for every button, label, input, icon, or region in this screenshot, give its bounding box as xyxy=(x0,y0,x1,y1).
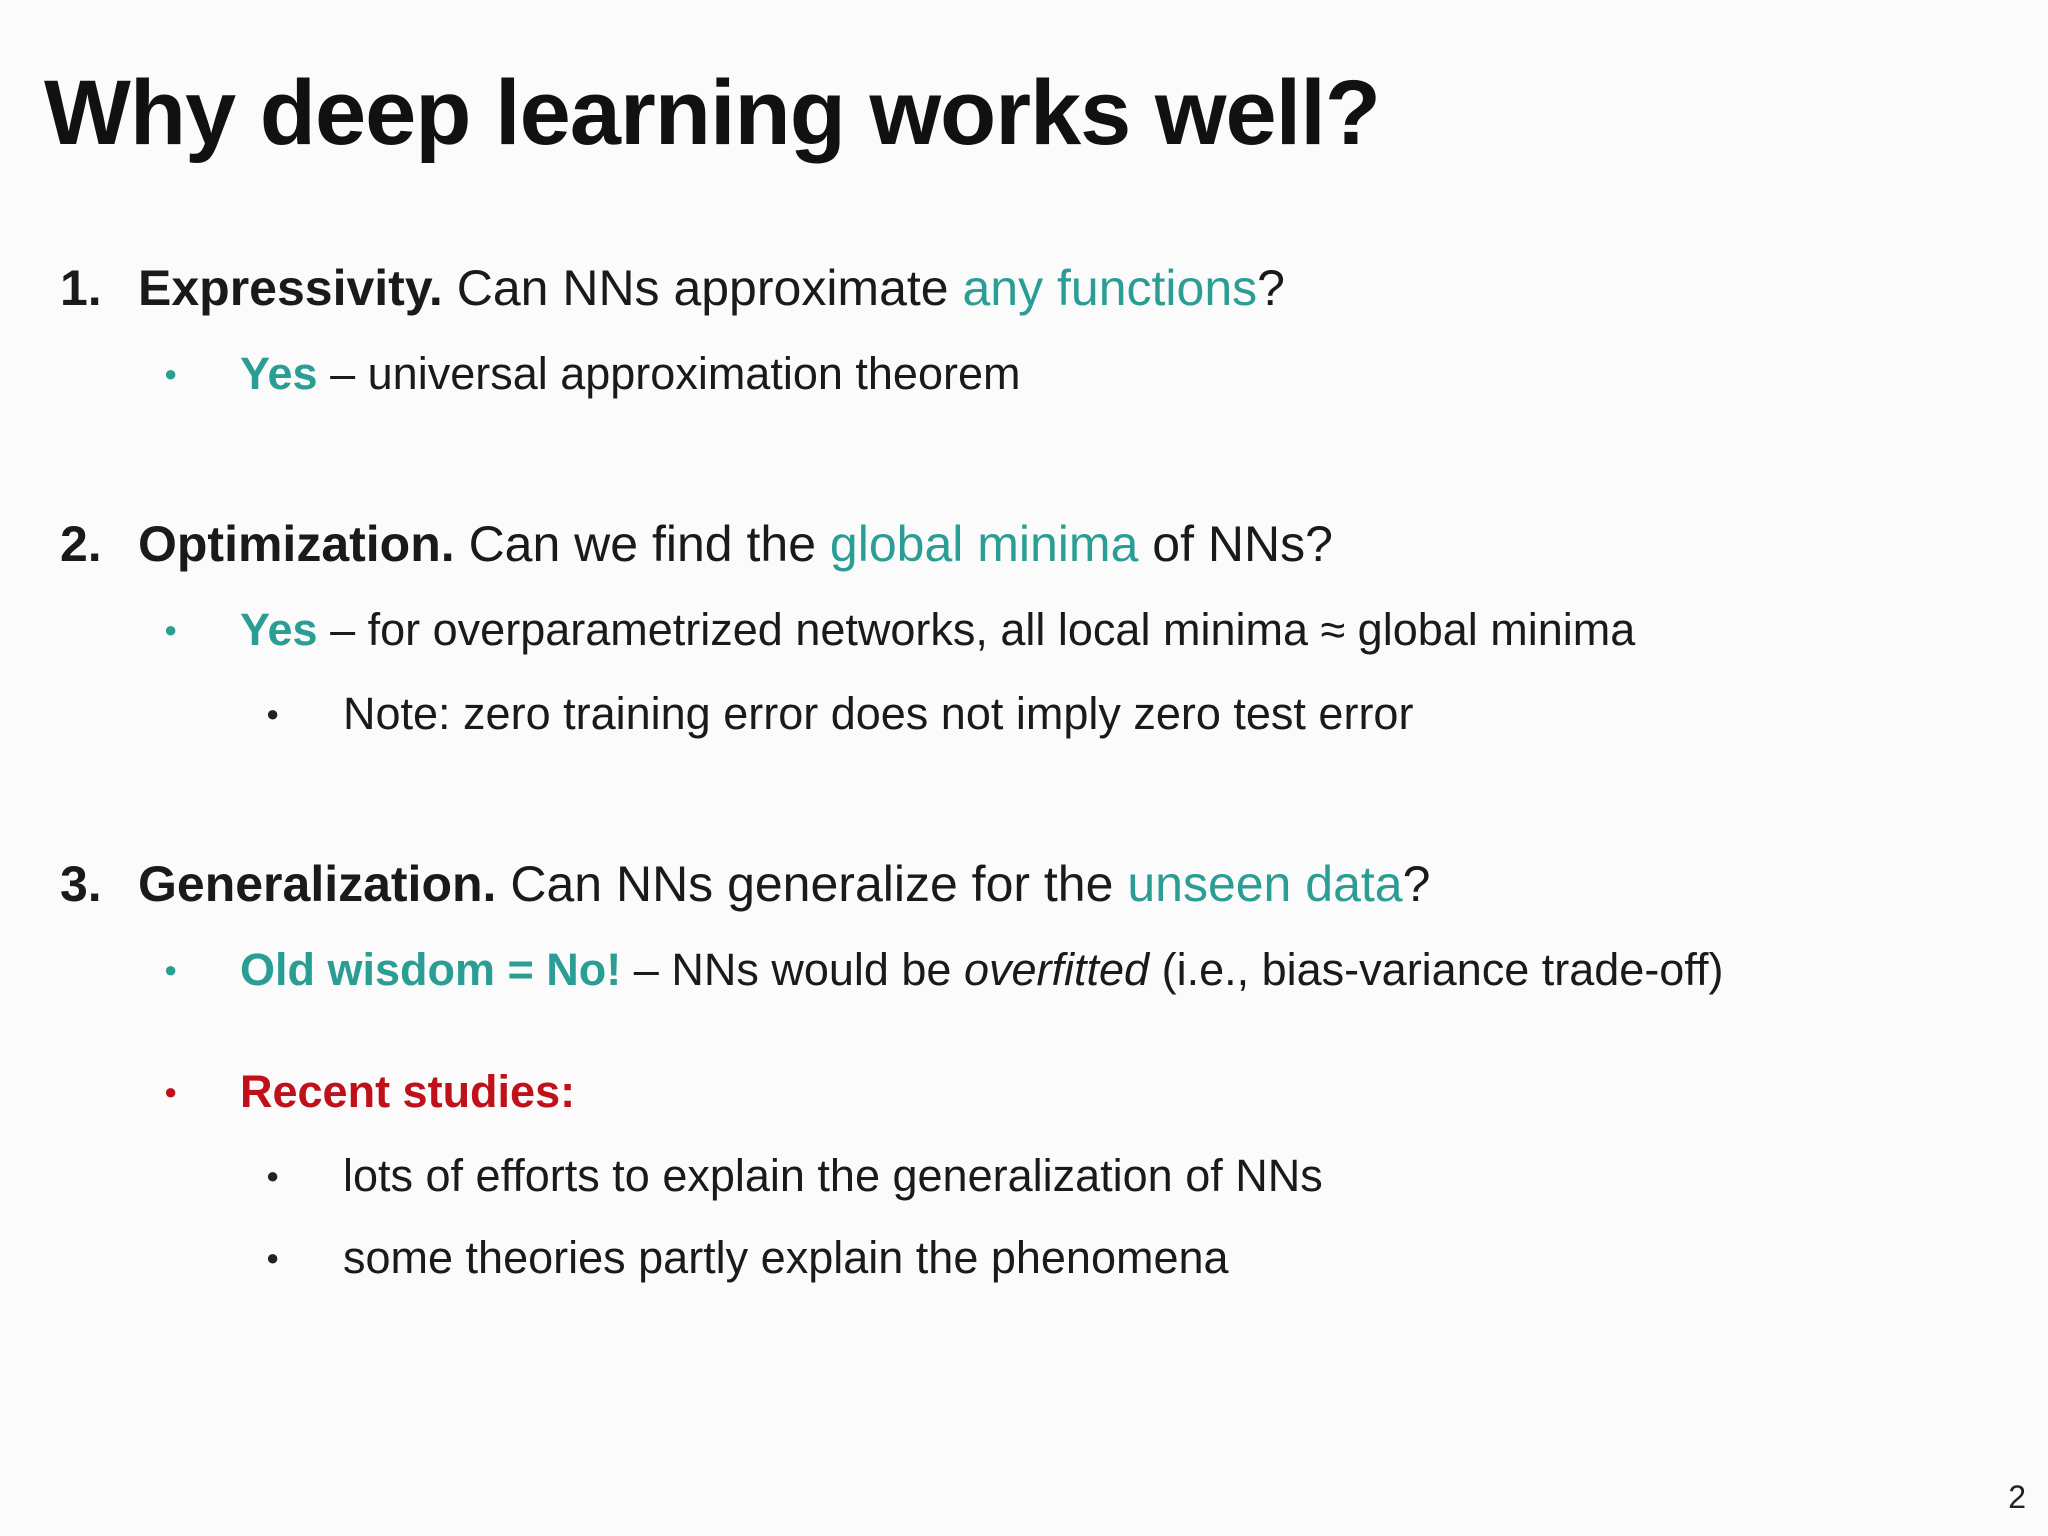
item-1-answer-text: – universal approximation theorem xyxy=(330,348,1021,399)
item-2-answer-highlight: Yes xyxy=(240,604,318,655)
item-2-note-text: Note: zero training error does not imply zero test error xyxy=(343,688,1414,739)
item-3-answer-italic: overfitted xyxy=(963,944,1150,995)
item-3-question-end: ? xyxy=(1402,856,1431,912)
item-3-recent-point-text: lots of efforts to explain the generalization of NNs xyxy=(343,1150,1323,1201)
item-3-question-highlight: unseen data xyxy=(1127,856,1403,912)
item-1-number: 1. xyxy=(60,260,102,316)
bullet-icon: ● xyxy=(164,1079,178,1104)
item-3-number: 3. xyxy=(60,856,102,912)
slide-title: Why deep learning works well? xyxy=(44,62,1380,164)
bullet-icon: ● xyxy=(266,1245,280,1270)
item-3-question-text: Can NNs generalize for the xyxy=(510,856,1114,912)
item-3-answer-end: (i.e., bias-variance trade-off) xyxy=(1161,944,1724,995)
item-2-question-text: Can we find the xyxy=(468,516,816,572)
item-1-question-highlight: any functions xyxy=(962,260,1258,316)
bullet-icon: ● xyxy=(164,957,178,982)
bullet-icon: ● xyxy=(266,1163,280,1188)
item-2-question-highlight: global minima xyxy=(829,516,1139,572)
item-3-answer-highlight: Old wisdom = No! xyxy=(240,944,622,995)
item-1-question-text: Can NNs approximate xyxy=(456,260,949,316)
item-1-answer-highlight: Yes xyxy=(240,348,318,399)
item-3-answer-text: – NNs would be xyxy=(633,944,952,995)
item-3-heading: Generalization. xyxy=(138,856,497,912)
page-number: 2 xyxy=(2008,1479,2026,1515)
item-2-heading: Optimization. xyxy=(138,516,455,572)
bullet-icon: ● xyxy=(164,617,178,642)
item-3-recent-point-text: some theories partly explain the phenomena xyxy=(343,1232,1229,1283)
item-1-question-end: ? xyxy=(1257,260,1285,316)
bullet-icon: ● xyxy=(266,701,280,726)
item-2-number: 2. xyxy=(60,516,102,572)
item-3-recent-label: Recent studies: xyxy=(240,1066,576,1117)
item-2-answer-text: – for overparametrized networks, all local minima ≈ global minima xyxy=(330,604,1636,655)
item-1-heading: Expressivity. xyxy=(138,260,443,316)
bullet-icon: ● xyxy=(164,361,178,386)
item-2-question-end: of NNs? xyxy=(1152,516,1333,572)
